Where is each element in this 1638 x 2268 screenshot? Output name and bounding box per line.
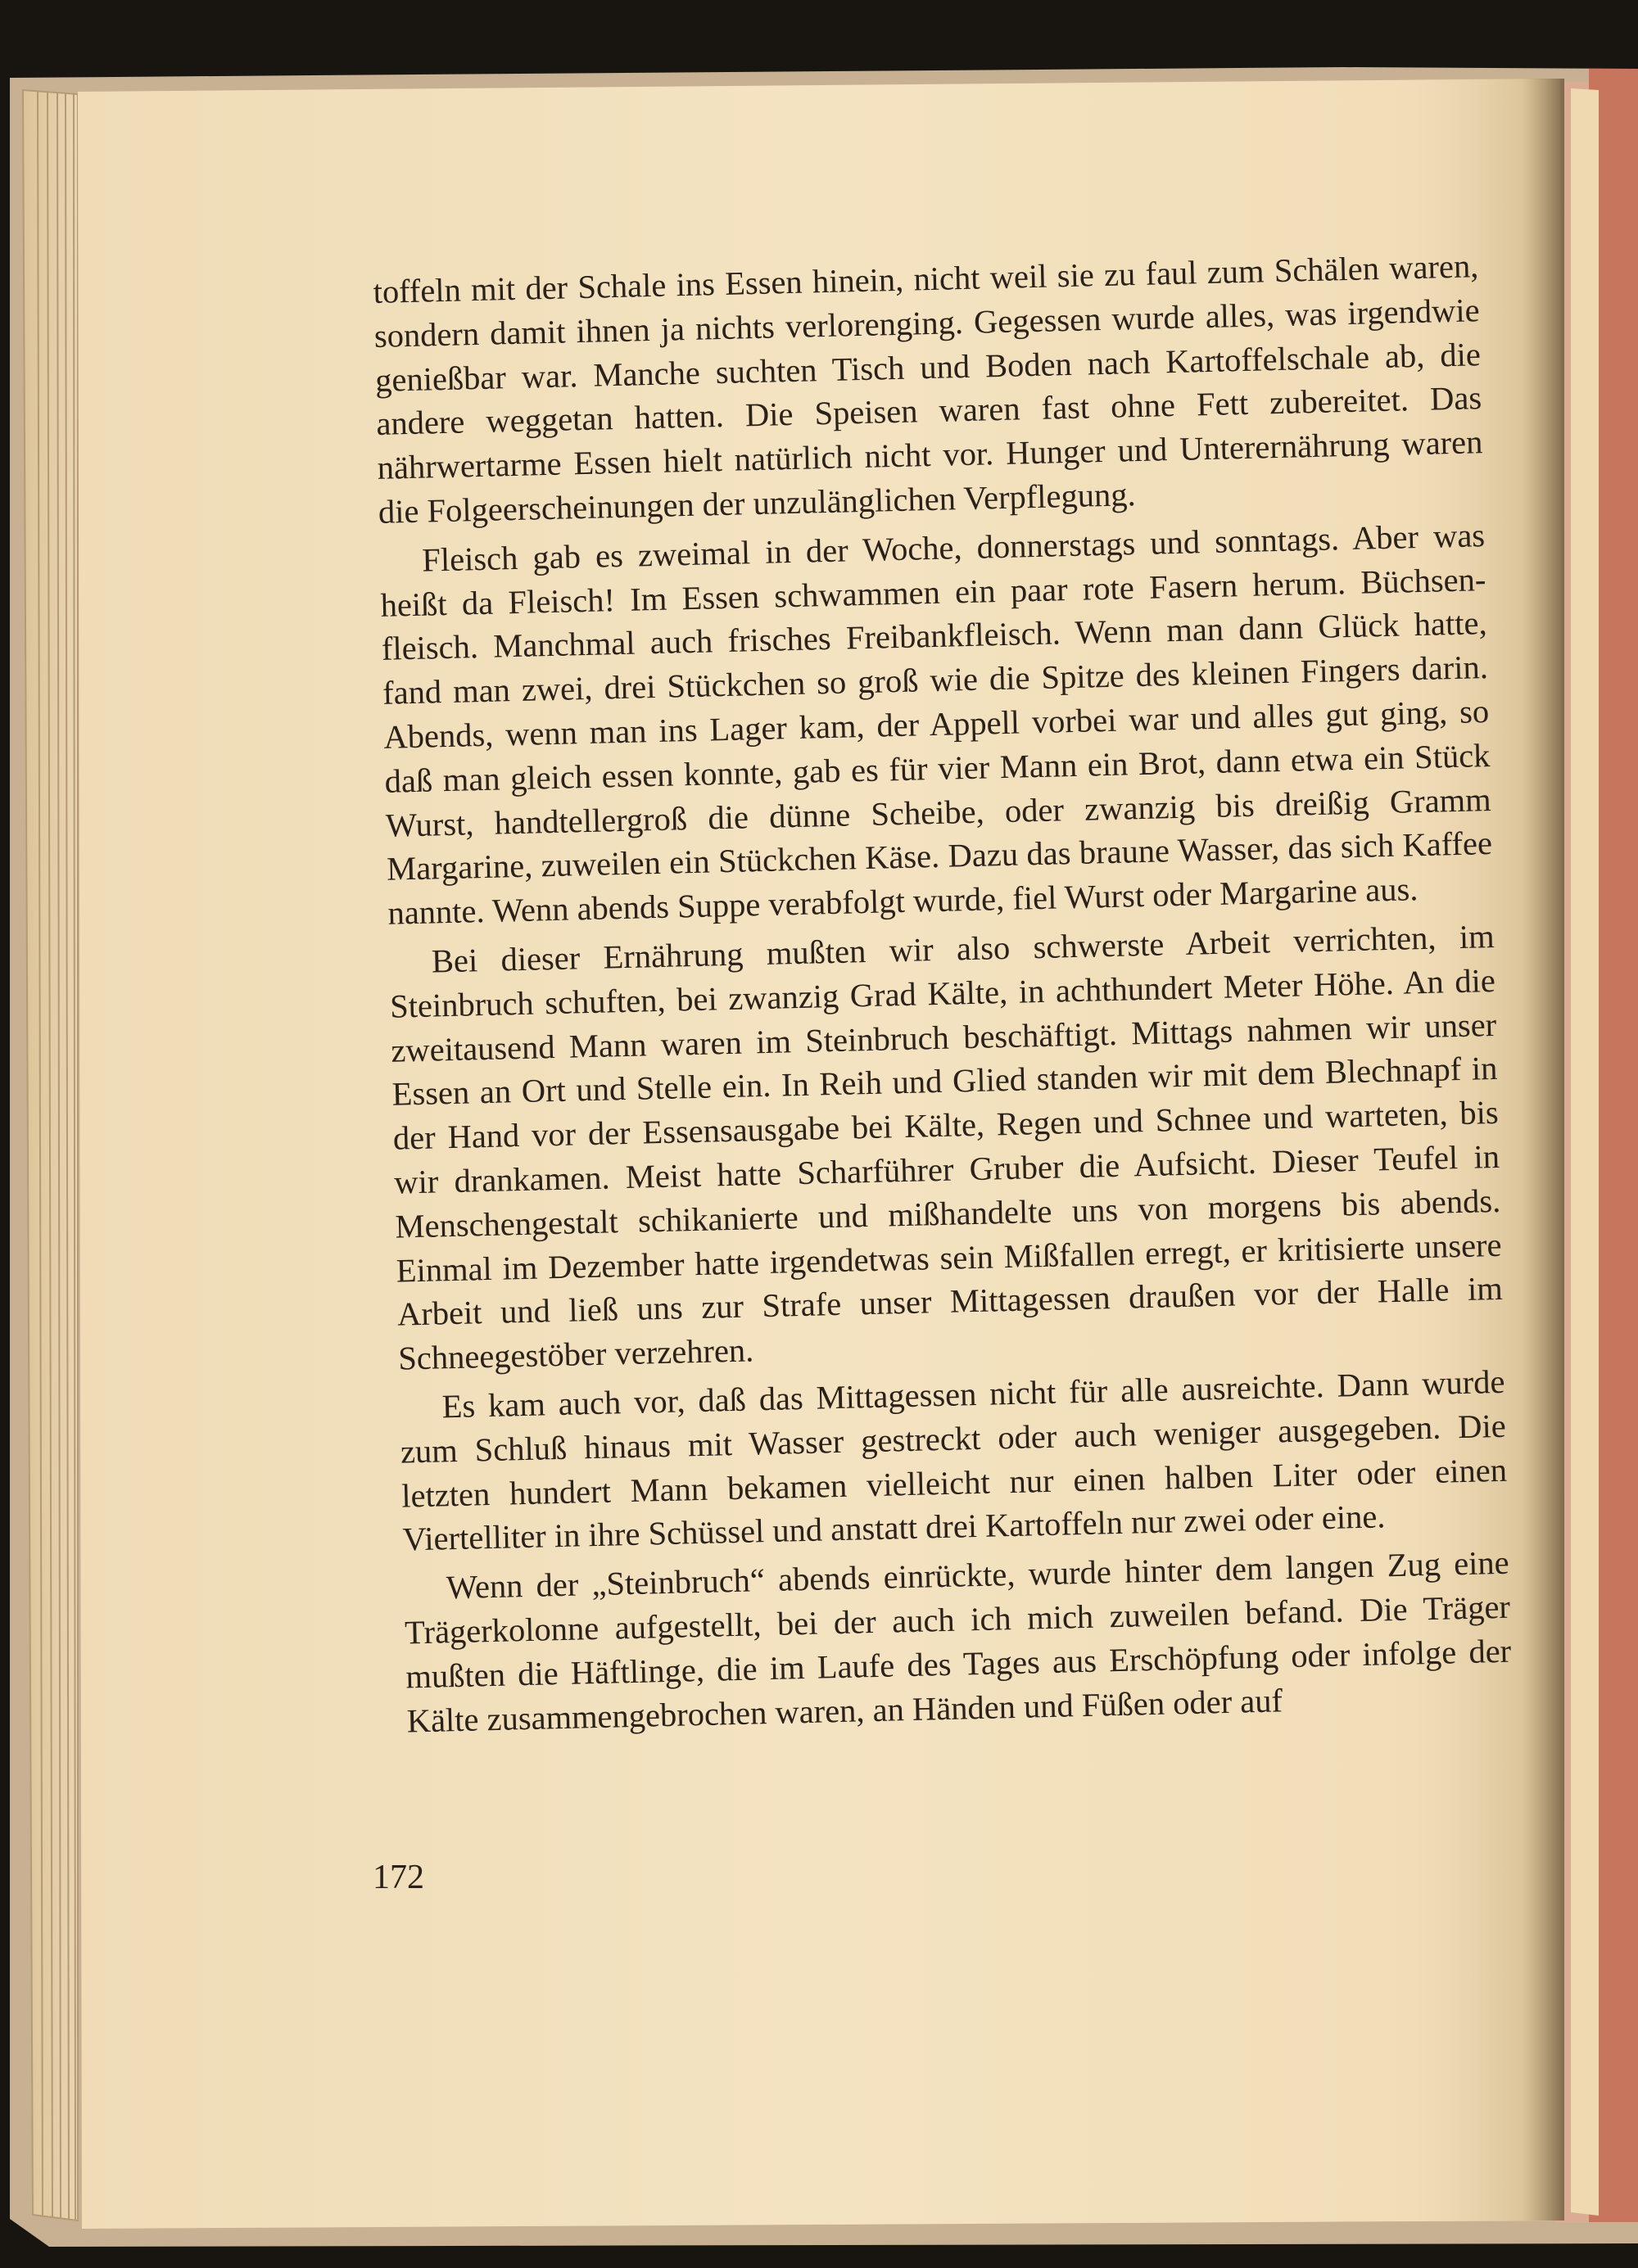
paragraph-4: Es kam auch vor, daß das Mittagessen nicht für alle ausreichte. Dann wurde zum Schluß hinaus mit Wasser gestreckt oder auch weniger ausgegeben. Die letzten hundert Mann bekamen vielleicht nur einen halben Liter oder einen Viertelliter in ihre Schüssel und anstatt drei Kartoffeln nur zwei oder eine.: [400, 1362, 1508, 1558]
paragraph-2: Fleisch gab es zweimal in der Woche, donnerstags und sonntags. Aber was heißt da Fleisch! Im Essen schwammen ein paar rote Fasern herum. Büchsenfleisch. Manchmal auch frisches Freibankfleisch. Wenn man dann Glück hatte, fand man zwei, drei Stückchen so groß wie die Spitze des kleinen Fingers darin. Abends, wenn man ins Lager kam, der Appell vorbei war und alles gut ging, so daß man gleich essen konnte, gab es für vier Mann ein Brot, dann etwa ein Stück Wurst, handtellergroß die dünne Scheibe, oder zwanzig bis dreißig Gramm Margarine, zuweilen ein Stückchen Käse. Dazu das braune Wasser, das sich Kaffee nannte. Wenn abends Suppe verabfolgt wurde, fiel Wurst oder Margarine aus.: [380, 516, 1493, 932]
paragraph-3: Bei dieser Ernährung mußten wir also schwerste Arbeit verrichten, im Steinbruch schuften, bei zwanzig Grad Kälte, in achthundert Meter Höhe. An die zweitausend Mann waren im Steinbruch beschäftigt. Mittags nahmen wir unser Essen an Ort und Stelle ein. In Reih und Glied standen wir mit dem Blechnapf in der Hand vor der Essensausgabe bei Kälte, Regen und Schnee und warteten, bis wir drankamen. Meist hatte Scharführer Gruber die Aufsicht. Dieser Teufel in Menschengestalt schikanierte und mißhandelte uns von morgens bis abends. Einmal im Dezember hatte irgendetwas sein Mißfallen erregt, er kritisierte unsere Arbeit und ließ uns zur Strafe unser Mittagessen draußen vor der Halle im Schneegestöber verzehren.: [389, 917, 1504, 1377]
right-page-strip: [1571, 88, 1599, 2216]
page-text: [373, 244, 1513, 1743]
paragraph-5: Wenn der „Steinbruch“ abends einrückte, wurde hinter dem langen Zug eine Trägerkolonne aufgestellt, bei der auch ich mich zuweilen befand. Die Träger mußten die Häftlinge, die im Laufe des Tages aus Erschöpfung oder infolge der Kälte zusammengebrochen waren, an Händen und Füßen oder auf: [404, 1543, 1512, 1740]
paragraph-1: toffeln mit der Schale ins Essen hinein, nicht weil sie zu faul zum Schälen waren, sondern damit ihnen ja nichts verlorenging. Gegessen wurde alles, was irgendwie genießbar war. Manche suchten Tisch und Boden nach Kartoffelschale ab, die andere weggetan hatten. Die Speisen waren fast ohne Fett zubereitet. Das nährwertarme Essen hielt natürlich nicht vor. Hunger und Unterernährung waren die Folgeerscheinungen der unzulänglichen Verpflegung.: [373, 247, 1483, 531]
page-number: 172: [373, 1859, 424, 1896]
page-stack-edges: [23, 90, 78, 2221]
